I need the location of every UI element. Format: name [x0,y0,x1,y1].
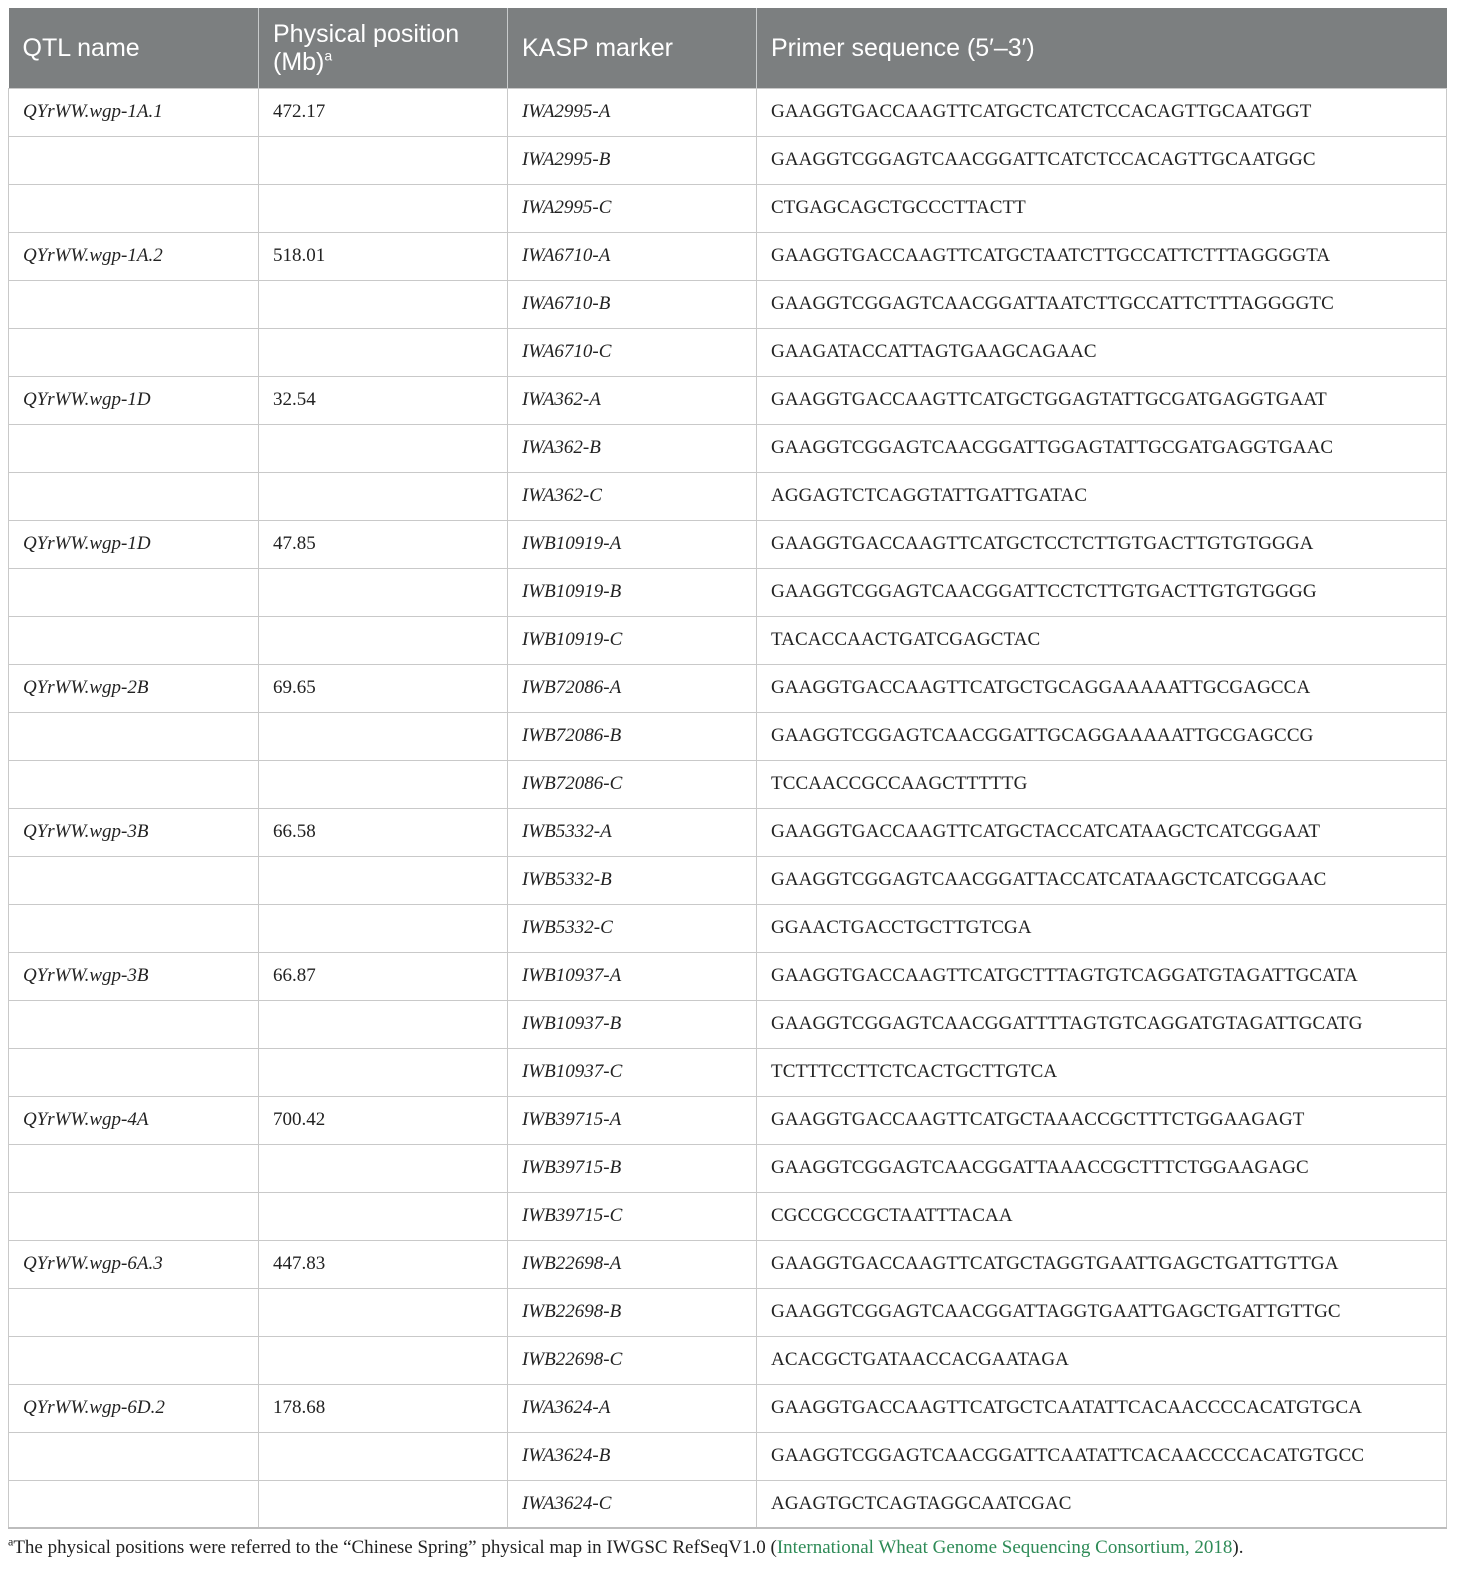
cell-qtl-name: QYrWW.wgp-1D [9,520,259,568]
cell-physical-position: 518.01 [259,232,508,280]
cell-qtl-name [9,904,259,952]
table-row [9,1240,1447,1288]
cell-qtl-name: QYrWW.wgp-1D [9,376,259,424]
cell-primer-sequence: GAAGGTCGGAGTCAACGGATTCCTCTTGTGACTTGTGTGGGG [757,568,1447,616]
cell-qtl-name [9,1192,259,1240]
table-row [9,760,1447,808]
cell-qtl-name [9,328,259,376]
cell-primer-sequence: GAAGGTGACCAAGTTCATGCTACCATCATAAGCTCATCGGAAT [757,808,1447,856]
table-row [9,1000,1447,1048]
cell-kasp-marker: IWB72086-C [508,760,757,808]
cell-kasp-marker: IWA6710-C [508,328,757,376]
cell-kasp-marker: IWA362-C [508,472,757,520]
table-row [9,664,1447,712]
cell-primer-sequence: GAAGGTCGGAGTCAACGGATTGCAGGAAAAATTGCGAGCCG [757,712,1447,760]
cell-primer-sequence: AGAGTGCTCAGTAGGCAATCGAC [757,1480,1447,1528]
table-row [9,1432,1447,1480]
cell-qtl-name [9,184,259,232]
table-row [9,1288,1447,1336]
cell-primer-sequence: TCTTTCCTTCTCACTGCTTGTCA [757,1048,1447,1096]
cell-qtl-name [9,1480,259,1528]
cell-primer-sequence: GAAGGTCGGAGTCAACGGATTTTAGTGTCAGGATGTAGATTGCATG [757,1000,1447,1048]
table-row [9,616,1447,664]
cell-primer-sequence: GAAGGTCGGAGTCAACGGATTAATCTTGCCATTCTTTAGGGGTC [757,280,1447,328]
cell-kasp-marker: IWA362-A [508,376,757,424]
header-kasp-marker [508,8,757,88]
table-row [9,1048,1447,1096]
cell-primer-sequence: CGCCGCCGCTAATTTACAA [757,1192,1447,1240]
table-row [9,1144,1447,1192]
cell-physical-position [259,904,508,952]
cell-physical-position [259,1192,508,1240]
cell-qtl-name: QYrWW.wgp-2B [9,664,259,712]
cell-kasp-marker: IWB10937-A [508,952,757,1000]
cell-kasp-marker: IWB5332-A [508,808,757,856]
cell-primer-sequence: GAAGGTCGGAGTCAACGGATTCATCTCCACAGTTGCAATGGC [757,136,1447,184]
table-row [9,280,1447,328]
cell-qtl-name [9,568,259,616]
cell-qtl-name: QYrWW.wgp-1A.2 [9,232,259,280]
table-row [9,952,1447,1000]
table-row [9,856,1447,904]
cell-qtl-name [9,1336,259,1384]
cell-physical-position: 47.85 [259,520,508,568]
cell-kasp-marker: IWA2995-A [508,88,757,136]
cell-primer-sequence: GAAGGTGACCAAGTTCATGCTCAATATTCACAACCCCACATGTGCA [757,1384,1447,1432]
table-row [9,472,1447,520]
cell-physical-position [259,712,508,760]
cell-kasp-marker: IWB39715-A [508,1096,757,1144]
table-row [9,1480,1447,1528]
header-qtl-name-label: QTL name [22,33,140,62]
footnote-text: The physical positions were referred to the “Chinese Spring” physical map in IWGSC RefSeqV1.0 ( [13,1537,777,1558]
header-physical-position [259,8,508,88]
cell-qtl-name: QYrWW.wgp-3B [9,808,259,856]
cell-primer-sequence: GAAGGTGACCAAGTTCATGCTCATCTCCACAGTTGCAATGGT [757,88,1447,136]
footnote-end: ). [1232,1537,1244,1558]
cell-primer-sequence: AGGAGTCTCAGGTATTGATTGATAC [757,472,1447,520]
cell-kasp-marker: IWB10937-C [508,1048,757,1096]
cell-kasp-marker: IWB22698-B [508,1288,757,1336]
cell-physical-position: 66.87 [259,952,508,1000]
header-qtl-name [9,8,259,88]
cell-physical-position [259,136,508,184]
cell-kasp-marker: IWB22698-A [508,1240,757,1288]
cell-primer-sequence: GAAGGTGACCAAGTTCATGCTTTAGTGTCAGGATGTAGATTGCATA [757,952,1447,1000]
cell-primer-sequence: GAAGGTGACCAAGTTCATGCTCCTCTTGTGACTTGTGTGGGA [757,520,1447,568]
footnote-citation-link[interactable]: International Wheat Genome Sequencing Consortium, 2018 [776,1537,1233,1558]
cell-primer-sequence: GAAGGTCGGAGTCAACGGATTAGGTGAATTGAGCTGATTGTTGC [757,1288,1447,1336]
cell-physical-position [259,1288,508,1336]
cell-primer-sequence: GAAGGTGACCAAGTTCATGCTAATCTTGCCATTCTTTAGGGGTA [757,232,1447,280]
cell-kasp-marker: IWB10919-C [508,616,757,664]
cell-qtl-name [9,712,259,760]
cell-physical-position [259,1480,508,1528]
primer-table-container [8,8,1446,1529]
cell-kasp-marker: IWA3624-C [508,1480,757,1528]
table-row [9,568,1447,616]
cell-qtl-name: QYrWW.wgp-3B [9,952,259,1000]
table-body [9,88,1447,1528]
table-row [9,1336,1447,1384]
cell-qtl-name [9,1000,259,1048]
cell-physical-position: 472.17 [259,88,508,136]
cell-physical-position [259,1048,508,1096]
cell-kasp-marker: IWA2995-C [508,184,757,232]
cell-physical-position [259,760,508,808]
cell-physical-position [259,472,508,520]
cell-physical-position [259,1000,508,1048]
cell-kasp-marker: IWB5332-C [508,904,757,952]
cell-physical-position [259,856,508,904]
cell-kasp-marker: IWA2995-B [508,136,757,184]
cell-qtl-name: QYrWW.wgp-6D.2 [9,1384,259,1432]
cell-primer-sequence: GGAACTGACCTGCTTGTCGA [757,904,1447,952]
cell-primer-sequence: GAAGGTGACCAAGTTCATGCTGCAGGAAAAATTGCGAGCCA [757,664,1447,712]
table-footnote [8,1534,1244,1559]
table-row [9,1096,1447,1144]
table-header [9,8,1447,88]
cell-physical-position [259,1336,508,1384]
cell-kasp-marker: IWB10919-B [508,568,757,616]
cell-physical-position: 69.65 [259,664,508,712]
cell-kasp-marker: IWA3624-B [508,1432,757,1480]
cell-qtl-name [9,136,259,184]
cell-qtl-name: QYrWW.wgp-6A.3 [9,1240,259,1288]
cell-kasp-marker: IWB22698-C [508,1336,757,1384]
cell-physical-position: 447.83 [259,1240,508,1288]
kasp-primer-table [8,8,1447,1529]
cell-qtl-name: QYrWW.wgp-4A [9,1096,259,1144]
cell-kasp-marker: IWB10937-B [508,1000,757,1048]
cell-qtl-name: QYrWW.wgp-1A.1 [9,88,259,136]
cell-primer-sequence: CTGAGCAGCTGCCCTTACTT [757,184,1447,232]
cell-physical-position [259,328,508,376]
table-row [9,232,1447,280]
cell-primer-sequence: GAAGGTGACCAAGTTCATGCTGGAGTATTGCGATGAGGTGAAT [757,376,1447,424]
table-row [9,184,1447,232]
cell-kasp-marker: IWA362-B [508,424,757,472]
cell-kasp-marker: IWB5332-B [508,856,757,904]
cell-primer-sequence: ACACGCTGATAACCACGAATAGA [757,1336,1447,1384]
cell-qtl-name [9,1432,259,1480]
cell-primer-sequence: GAAGGTCGGAGTCAACGGATTACCATCATAAGCTCATCGGAAC [757,856,1447,904]
cell-physical-position [259,1144,508,1192]
cell-primer-sequence: GAAGGTCGGAGTCAACGGATTCAATATTCACAACCCCACATGTGCC [757,1432,1447,1480]
table-row [9,712,1447,760]
cell-kasp-marker: IWB39715-C [508,1192,757,1240]
cell-physical-position: 32.54 [259,376,508,424]
cell-kasp-marker: IWA3624-A [508,1384,757,1432]
cell-qtl-name [9,424,259,472]
table-row [9,1384,1447,1432]
cell-primer-sequence: GAAGGTGACCAAGTTCATGCTAGGTGAATTGAGCTGATTGTTGA [757,1240,1447,1288]
table-row [9,328,1447,376]
header-position-footnote-mark: a [324,47,333,64]
cell-kasp-marker: IWB72086-A [508,664,757,712]
table-row [9,1192,1447,1240]
cell-primer-sequence: GAAGGTGACCAAGTTCATGCTAAACCGCTTTCTGGAAGAGT [757,1096,1447,1144]
header-kasp-marker-label: KASP marker [522,33,673,62]
cell-physical-position: 700.42 [259,1096,508,1144]
footnote-mark: a [8,1534,14,1549]
cell-qtl-name [9,856,259,904]
cell-primer-sequence: GAAGGTCGGAGTCAACGGATTGGAGTATTGCGATGAGGTGAAC [757,424,1447,472]
cell-primer-sequence: TCCAACCGCCAAGCTTTTTG [757,760,1447,808]
cell-primer-sequence: TACACCAACTGATCGAGCTAC [757,616,1447,664]
cell-qtl-name [9,760,259,808]
cell-kasp-marker: IWA6710-A [508,232,757,280]
cell-physical-position [259,1432,508,1480]
cell-physical-position [259,184,508,232]
header-physical-position-label: Physical position (Mb) [273,19,460,76]
cell-primer-sequence: GAAGATACCATTAGTGAAGCAGAAC [757,328,1447,376]
cell-physical-position [259,616,508,664]
cell-physical-position [259,280,508,328]
table-row [9,520,1447,568]
cell-kasp-marker: IWB72086-B [508,712,757,760]
cell-primer-sequence: GAAGGTCGGAGTCAACGGATTAAACCGCTTTCTGGAAGAGC [757,1144,1447,1192]
table-row [9,424,1447,472]
cell-qtl-name [9,472,259,520]
cell-kasp-marker: IWB10919-A [508,520,757,568]
cell-physical-position [259,424,508,472]
cell-qtl-name [9,280,259,328]
header-primer-sequence-label: Primer sequence (5′–3′) [771,33,1035,62]
cell-physical-position [259,568,508,616]
cell-qtl-name [9,1288,259,1336]
cell-kasp-marker: IWB39715-B [508,1144,757,1192]
cell-qtl-name [9,616,259,664]
table-row [9,136,1447,184]
table-row [9,904,1447,952]
cell-kasp-marker: IWA6710-B [508,280,757,328]
header-row [9,8,1447,88]
table-row [9,808,1447,856]
cell-qtl-name [9,1144,259,1192]
header-primer-sequence [757,8,1447,88]
cell-physical-position: 66.58 [259,808,508,856]
cell-physical-position: 178.68 [259,1384,508,1432]
cell-qtl-name [9,1048,259,1096]
table-row [9,376,1447,424]
table-row [9,88,1447,136]
